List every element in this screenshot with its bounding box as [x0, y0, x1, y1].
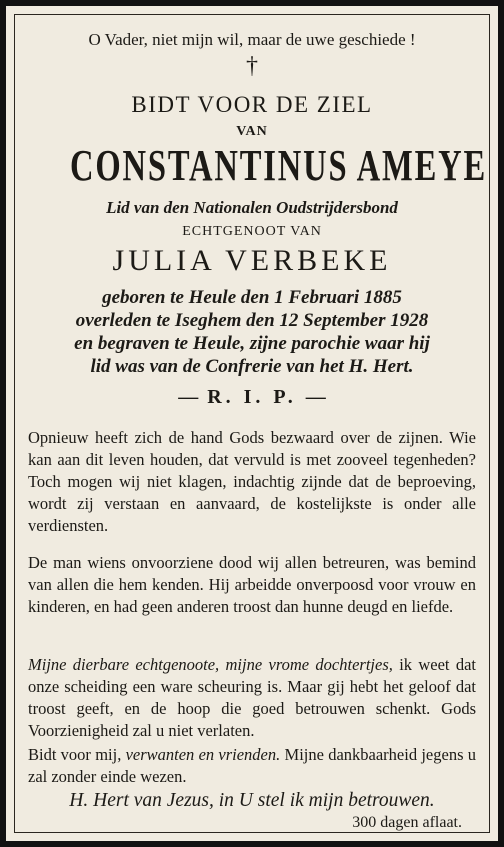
spouse-name: JULIA VERBEKE — [112, 244, 392, 277]
paragraph-4-text: Mijne dankbaarheid jegens u zal zonder einde wezen. — [28, 745, 476, 786]
paragraph-4-start: Bidt voor mij, — [28, 745, 126, 764]
paragraph-4 — [28, 744, 476, 788]
prayer-heading: BIDT VOOR DE ZIEL — [131, 92, 373, 117]
closing-prayer: H. Hert van Jezus, in U stel ik mijn betrouwen. — [69, 790, 435, 811]
paragraph-1: Opnieuw heeft zich de hand Gods bezwaard over de zijnen. Wie kan aan dit leven houden, dat vervuld is met zooveel tegenheden? Toch mogen wij niet klagen, indachtig zijnde dat de beproeving, wordt zij verstaan en aanvaard, de kostelijkste is onder alle verdiensten. — [28, 428, 476, 535]
paragraph-3 — [28, 654, 476, 742]
paragraph-4-address: verwanten en vrienden. — [125, 745, 281, 764]
memorial-card — [6, 6, 498, 841]
spouse-label: ECHTGENOOT VAN — [182, 224, 322, 239]
burial-line: en begraven te Heule, zijne parochie waar hij — [74, 333, 430, 354]
membership-line: Lid van den Nationalen Oudstrijdersbond — [106, 198, 398, 217]
death-line: overleden te Iseghem den 12 September 1928 — [75, 310, 429, 331]
birth-line: geboren te Heule den 1 Februari 1885 — [102, 287, 402, 308]
parish-line: lid was van de Confrerie van het H. Hert. — [90, 356, 414, 377]
indulgence-note: 300 dagen aflaat. — [352, 814, 462, 831]
deceased-name: CONSTANTINUS AMEYE — [69, 141, 488, 190]
motto: O Vader, niet mijn wil, maar de uwe geschiede ! — [88, 30, 416, 49]
van-label: VAN — [236, 124, 268, 139]
paragraph-2: De man wiens onvoorziene dood wij allen betreuren, was bemind van allen die hem kenden. Hij arbeidde onverpoosd voor vrouw en kinderen, en had geen anderen troost dan hunne deugd en liefde. — [28, 553, 476, 616]
cross-icon: † — [246, 53, 258, 79]
rip-dash-right: — — [305, 386, 326, 408]
rip-dash-left: — — [178, 386, 199, 408]
rip-text: R. I. P. — [207, 386, 297, 408]
paragraph-3-text: ik weet dat onze scheiding een ware scheuring is. Maar gij hebt het geloof dat troost geeft, en de hoop die goed betrouwen schenkt. Gods Voorzienigheid zal u niet verlaten. — [28, 655, 477, 740]
rip-line — [6, 386, 498, 409]
life-details — [6, 286, 498, 378]
paragraph-3-address: Mijne dierbare echtgenoote, mijne vrome dochtertjes, — [28, 655, 393, 674]
